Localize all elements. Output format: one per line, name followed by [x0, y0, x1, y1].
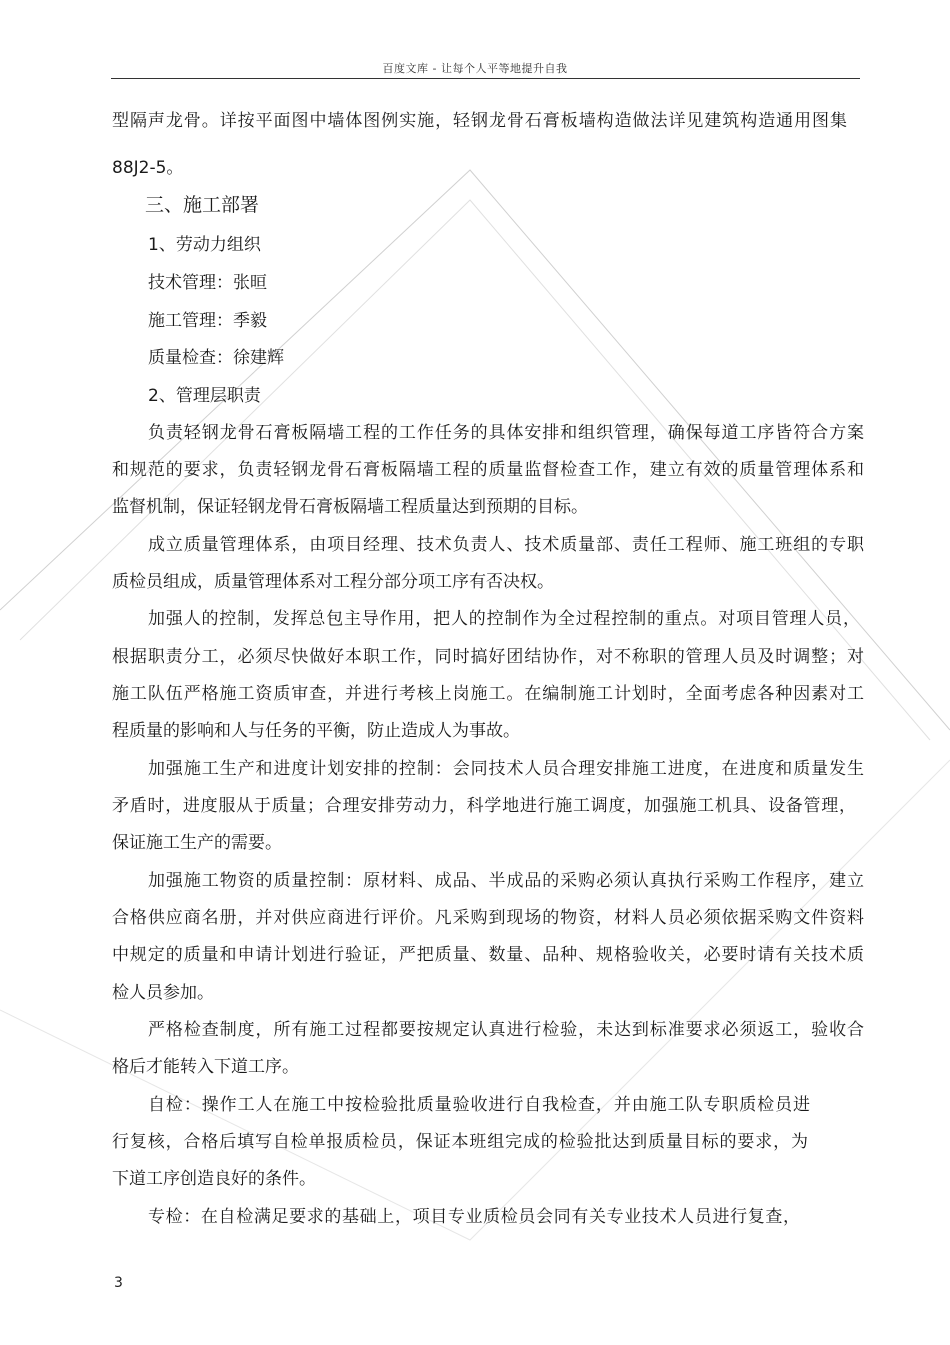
body-line: 加强施工生产和进度计划安排的控制：会同技术人员合理安排施工进度，在进度和质量发生 — [148, 759, 864, 779]
subsection-heading: 2、管理层职责 — [148, 386, 261, 406]
body-line: 中规定的质量和申请计划进行验证，严把质量、数量、品种、规格验收关，必要时请有关技术质 — [112, 945, 864, 965]
body-line: 严格检查制度，所有施工过程都要按规定认真进行检验，未达到标准要求必须返工，验收合 — [148, 1020, 864, 1040]
body-line: 格后才能转入下道工序。 — [112, 1057, 299, 1077]
body-line: 矛盾时，进度服从于质量；合理安排劳动力，科学地进行施工调度，加强施工机具、设备管理， — [112, 796, 856, 816]
staff-entry: 质量检查：徐建辉 — [148, 348, 284, 368]
body-line: 合格供应商名册，并对供应商进行评价。凡采购到现场的物资，材料人员必须依据采购文件资料 — [112, 908, 864, 928]
body-line: 型隔声龙骨。详按平面图中墙体图例实施，轻钢龙骨石膏板墙构造做法详见建筑构造通用图集 — [112, 111, 847, 131]
body-line: 施工队伍严格施工资质审查，并进行考核上岗施工。在编制施工计划时，全面考虑各种因素对工 — [112, 684, 864, 704]
staff-entry: 施工管理：季毅 — [148, 311, 267, 331]
body-line: 程质量的影响和人与任务的平衡，防止造成人为事故。 — [112, 721, 520, 741]
body-line: 质检员组成，质量管理体系对工程分部分项工序有否决权。 — [112, 572, 554, 592]
body-line: 检人员参加。 — [112, 983, 214, 1003]
subsection-heading: 1、劳动力组织 — [148, 235, 261, 255]
body-line: 和规范的要求，负责轻钢龙骨石膏板隔墙工程的质量监督检查工作，建立有效的质量管理体系和 — [112, 460, 864, 480]
body-line: 监督机制，保证轻钢龙骨石膏板隔墙工程质量达到预期的目标。 — [112, 497, 588, 517]
body-line: 下道工序创造良好的条件。 — [112, 1169, 316, 1189]
body-line: 行复核，合格后填写自检单报质检员，保证本班组完成的检验批达到质量目标的要求，为 — [112, 1132, 808, 1152]
body-line: 根据职责分工，必须尽快做好本职工作，同时搞好团结协作，对不称职的管理人员及时调整；对 — [112, 647, 864, 667]
body-line: 加强人的控制，发挥总包主导作用，把人的控制作为全过程控制的重点。对项目管理人员， — [148, 609, 860, 629]
body-line: 成立质量管理体系，由项目经理、技术负责人、技术质量部、责任工程师、施工班组的专职 — [148, 535, 864, 555]
body-line: 加强施工物资的质量控制：原材料、成品、半成品的采购必须认真执行采购工作程序，建立 — [148, 871, 864, 891]
page-header: 百度文库 - 让每个人平等地提升自我 — [382, 62, 568, 75]
staff-entry: 技术管理：张晅 — [148, 273, 267, 293]
body-line: 保证施工生产的需要。 — [112, 833, 282, 853]
body-line: 自检：操作工人在施工中按检验批质量验收进行自我检查，并由施工队专职质检员进 — [148, 1095, 810, 1115]
body-line: 专检：在自检满足要求的基础上，项目专业质检员会同有关专业技术人员进行复查， — [148, 1207, 800, 1227]
body-line: 负责轻钢龙骨石膏板隔墙工程的工作任务的具体安排和组织管理，确保每道工序皆符合方案 — [148, 423, 864, 443]
page-number: 3 — [114, 1275, 123, 1291]
body-line: 88J2-5。 — [112, 158, 184, 178]
section-heading: 三、施工部署 — [145, 194, 260, 216]
